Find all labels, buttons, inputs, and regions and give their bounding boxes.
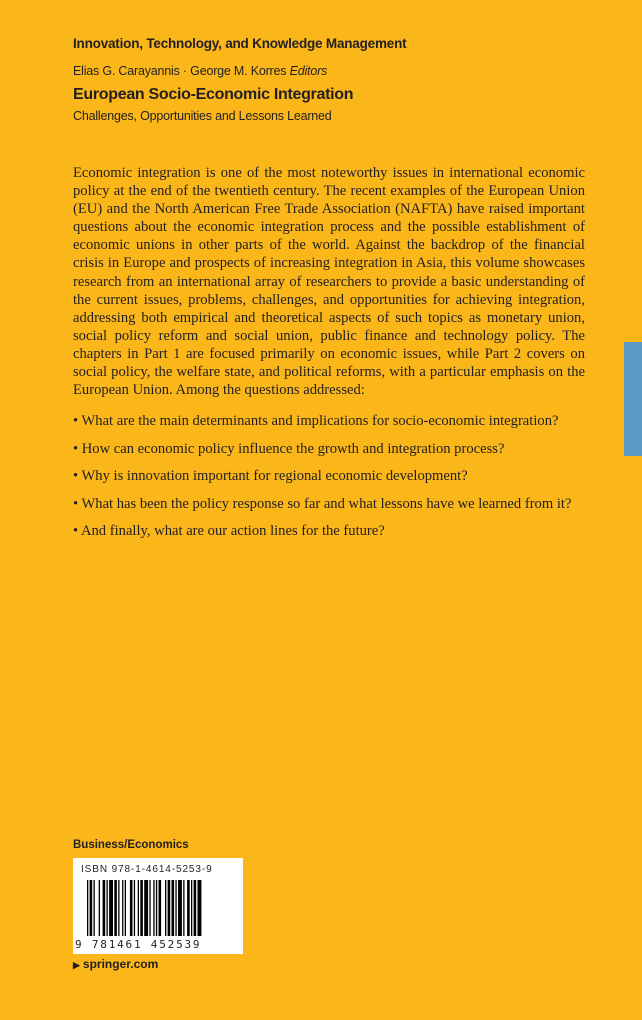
barcode-bar [187,880,190,936]
editors-role: Editors [289,64,328,78]
list-item: • What has been the policy response so far and what lessons have we learned from it? [73,495,572,512]
arrow-right-icon: ▶ [73,960,80,970]
barcode-bar [165,880,166,936]
barcode-bar [87,880,88,936]
series-title: Innovation, Technology, and Knowledge Management [73,36,407,51]
barcode-bar [140,880,143,936]
barcode-bar [168,880,171,936]
barcode-bar [122,880,123,936]
barcode-bar [114,880,117,936]
barcode-bar [103,880,106,936]
barcode-bar [107,880,108,936]
isbn-label: ISBN 978-1-4614-5253-9 [81,864,213,875]
publisher-link[interactable] [73,957,158,971]
barcode-bar [156,880,157,936]
list-item: • And finally, what are our action lines for the future? [73,523,385,539]
edge-color-tab [624,342,642,456]
list-item: • Why is innovation important for regional economic development? [73,468,468,484]
barcode-bar [191,880,192,936]
list-item: • What are the main determinants and implications for socio-economic integration? [73,413,559,429]
barcode-panel [73,858,243,954]
barcode-bar [198,880,202,936]
book-title: European Socio-Economic Integration [73,86,354,103]
barcode-bar [144,880,148,936]
barcode-bar [94,880,95,936]
barcode-bar [130,880,133,936]
editors-line [73,64,327,78]
description-paragraph: Economic integration is one of the most noteworthy issues in international economic policy at the end of the twentieth century. The recent examples of the European Union (EU) and the North American Free Trade Association (NAFTA) have raised important questions about the economic integration process and the possible establishment of economic unions in other parts of the world. Against the backdrop of the financial crisis in Europe and prospects of increasing integration in Asia, this volume showcases research from an international array of researchers to provide a basic understanding of the current issues, problems, challenges, and opportunities for achieving integration, addressing both empirical and theoretical aspects of such topics as monetary union, social policy reform and social union, public finance and technology policy. The chapters in Part 1 are focused primarily on economic issues, while Part 2 covers on social policy, the welfare state, and political reforms, with a particular emphasis on the European Union. Among the questions addressed: [73,165,585,399]
barcode-bar [159,880,162,936]
barcode-bar [178,880,182,936]
book-subtitle: Challenges, Opportunities and Lessons Learned [73,109,332,123]
barcode-bar [183,880,184,936]
barcode-bar [149,880,150,936]
questions-list [73,412,613,550]
barcode-bars [87,880,235,936]
list-item: • How can economic policy influence the growth and integration process? [73,440,505,457]
barcode-bar [109,880,113,936]
barcode-bar [125,880,126,936]
ean-digits: 9 781461 452539 [75,938,202,951]
barcode-bar [153,880,154,936]
barcode-bar [90,880,93,936]
barcode-bar [138,880,139,936]
barcode-bar [118,880,119,936]
editor-names: Elias G. Carayannis · George M. Korres [73,64,287,78]
barcode-bar [175,880,176,936]
barcode-bar [194,880,197,936]
barcode-bar [99,880,100,936]
barcode-bar [172,880,175,936]
barcode-bar [134,880,135,936]
category-label: Business/Economics [73,839,189,851]
publisher-url: springer.com [82,957,159,971]
